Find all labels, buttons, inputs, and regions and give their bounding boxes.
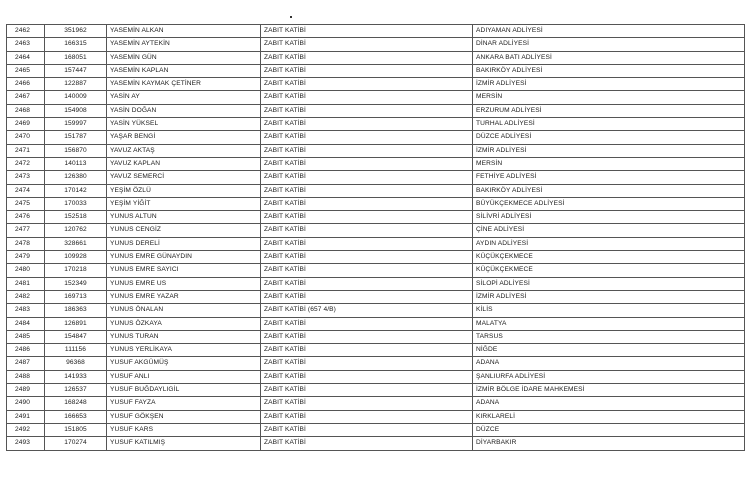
job-title-cell: ZABIT KATİBİ [261, 197, 473, 210]
registry-id-cell: 152349 [45, 277, 107, 290]
row-number-cell: 2493 [7, 437, 45, 450]
assignment-place-cell: DİYARBAKIR [473, 437, 745, 450]
job-title-cell: ZABIT KATİBİ [261, 25, 473, 38]
job-title-cell: ZABIT KATİBİ [261, 131, 473, 144]
row-number-cell: 2492 [7, 423, 45, 436]
registry-id-cell: 169713 [45, 290, 107, 303]
registry-id-cell: 96368 [45, 357, 107, 370]
job-title-cell: ZABIT KATİBİ [261, 118, 473, 131]
row-number-cell: 2477 [7, 224, 45, 237]
row-number-cell: 2488 [7, 370, 45, 383]
registry-id-cell: 328661 [45, 237, 107, 250]
job-title-cell: ZABIT KATİBİ [261, 290, 473, 303]
job-title-cell: ZABIT KATİBİ [261, 423, 473, 436]
registry-id-cell: 122887 [45, 78, 107, 91]
person-name-cell: YASEMİN ALKAN [107, 25, 261, 38]
job-title-cell: ZABIT KATİBİ [261, 38, 473, 51]
assignment-place-cell: BAKIRKÖY ADLİYESİ [473, 184, 745, 197]
person-name-cell: YEŞİM ÖZLÜ [107, 184, 261, 197]
assignment-place-cell: BAKIRKÖY ADLİYESİ [473, 64, 745, 77]
assignment-place-cell: KÜÇÜKÇEKMECE [473, 264, 745, 277]
person-name-cell: YAVUZ AKTAŞ [107, 144, 261, 157]
job-title-cell: ZABIT KATİBİ [261, 184, 473, 197]
table-row [7, 304, 745, 317]
table-row [7, 330, 745, 343]
job-title-cell: ZABIT KATİBİ [261, 224, 473, 237]
row-number-cell: 2480 [7, 264, 45, 277]
table-row [7, 384, 745, 397]
row-number-cell: 2467 [7, 91, 45, 104]
assignment-place-cell: İZMİR ADLİYESİ [473, 78, 745, 91]
person-name-cell: YASİN DOĞAN [107, 104, 261, 117]
table-row [7, 224, 745, 237]
registry-id-cell: 109928 [45, 251, 107, 264]
row-number-cell: 2487 [7, 357, 45, 370]
job-title-cell: ZABIT KATİBİ [261, 264, 473, 277]
row-number-cell: 2490 [7, 397, 45, 410]
job-title-cell: ZABIT KATİBİ [261, 237, 473, 250]
person-name-cell: YUNUS CENGİZ [107, 224, 261, 237]
assignment-place-cell: DÜZCE [473, 423, 745, 436]
registry-id-cell: 166653 [45, 410, 107, 423]
job-title-cell: ZABIT KATİBİ [261, 330, 473, 343]
table-row [7, 277, 745, 290]
registry-id-cell: 168051 [45, 51, 107, 64]
row-number-cell: 2464 [7, 51, 45, 64]
assignment-place-cell: SİLİVRİ ADLİYESİ [473, 211, 745, 224]
table-row [7, 357, 745, 370]
registry-id-cell: 157447 [45, 64, 107, 77]
table-row [7, 437, 745, 450]
person-name-cell: YAVUZ KAPLAN [107, 157, 261, 170]
registry-id-cell: 186363 [45, 304, 107, 317]
row-number-cell: 2484 [7, 317, 45, 330]
job-title-cell: ZABIT KATİBİ [261, 410, 473, 423]
registry-id-cell: 159997 [45, 118, 107, 131]
row-number-cell: 2465 [7, 64, 45, 77]
row-number-cell: 2482 [7, 290, 45, 303]
job-title-cell: ZABIT KATİBİ [261, 277, 473, 290]
row-number-cell: 2470 [7, 131, 45, 144]
row-number-cell: 2483 [7, 304, 45, 317]
registry-id-cell: 170142 [45, 184, 107, 197]
table-row [7, 78, 745, 91]
job-title-cell: ZABIT KATİBİ [261, 157, 473, 170]
table-row [7, 131, 745, 144]
person-name-cell: YUSUF KATILMIŞ [107, 437, 261, 450]
job-title-cell: ZABIT KATİBİ [261, 344, 473, 357]
table-row [7, 51, 745, 64]
table-row [7, 317, 745, 330]
person-name-cell: YASİN AY [107, 91, 261, 104]
assignment-place-cell: BÜYÜKÇEKMECE ADLİYESİ [473, 197, 745, 210]
person-name-cell: YUNUS ÖZKAYA [107, 317, 261, 330]
person-name-cell: YUSUF ANLI [107, 370, 261, 383]
registry-id-cell: 170033 [45, 197, 107, 210]
row-number-cell: 2469 [7, 118, 45, 131]
table-row [7, 423, 745, 436]
row-number-cell: 2475 [7, 197, 45, 210]
person-name-cell: YUSUF BUĞDAYLIGİL [107, 384, 261, 397]
row-number-cell: 2462 [7, 25, 45, 38]
table-row [7, 237, 745, 250]
registry-id-cell: 140113 [45, 157, 107, 170]
table-row [7, 144, 745, 157]
registry-id-cell: 120762 [45, 224, 107, 237]
person-name-cell: YUNUS TURAN [107, 330, 261, 343]
person-name-cell: YEŞİM YİĞİT [107, 197, 261, 210]
person-name-cell: YUNUS DERELİ [107, 237, 261, 250]
row-number-cell: 2468 [7, 104, 45, 117]
registry-id-cell: 351962 [45, 25, 107, 38]
person-name-cell: YUNUS EMRE SAYICI [107, 264, 261, 277]
job-title-cell: ZABIT KATİBİ (657 4/B) [261, 304, 473, 317]
person-name-cell: YUNUS EMRE GÜNAYDIN [107, 251, 261, 264]
job-title-cell: ZABIT KATİBİ [261, 437, 473, 450]
row-number-cell: 2479 [7, 251, 45, 264]
registry-id-cell: 126891 [45, 317, 107, 330]
table-row [7, 410, 745, 423]
person-name-cell: YUSUF GÖKŞEN [107, 410, 261, 423]
table-row [7, 118, 745, 131]
table-row [7, 251, 745, 264]
registry-id-cell: 126537 [45, 384, 107, 397]
assignment-place-cell: ADIYAMAN ADLİYESİ [473, 25, 745, 38]
assignment-place-cell: NİĞDE [473, 344, 745, 357]
job-title-cell: ZABIT KATİBİ [261, 370, 473, 383]
registry-id-cell: 154908 [45, 104, 107, 117]
assignment-place-cell: İZMİR ADLİYESİ [473, 144, 745, 157]
row-number-cell: 2474 [7, 184, 45, 197]
table-row [7, 64, 745, 77]
row-number-cell: 2481 [7, 277, 45, 290]
registry-id-cell: 156870 [45, 144, 107, 157]
job-title-cell: ZABIT KATİBİ [261, 397, 473, 410]
assignment-place-cell: ŞANLIURFA ADLİYESİ [473, 370, 745, 383]
row-number-cell: 2466 [7, 78, 45, 91]
registry-id-cell: 170218 [45, 264, 107, 277]
table-row [7, 370, 745, 383]
row-number-cell: 2486 [7, 344, 45, 357]
job-title-cell: ZABIT KATİBİ [261, 104, 473, 117]
job-title-cell: ZABIT KATİBİ [261, 384, 473, 397]
registry-id-cell: 151787 [45, 131, 107, 144]
row-number-cell: 2476 [7, 211, 45, 224]
registry-id-cell: 168248 [45, 397, 107, 410]
person-name-cell: YASİN YÜKSEL [107, 118, 261, 131]
assignment-place-cell: ADANA [473, 357, 745, 370]
person-name-cell: YUNUS ALTUN [107, 211, 261, 224]
row-number-cell: 2463 [7, 38, 45, 51]
job-title-cell: ZABIT KATİBİ [261, 317, 473, 330]
person-name-cell: YASEMİN GÜN [107, 51, 261, 64]
row-number-cell: 2471 [7, 144, 45, 157]
person-name-cell: YASEMİN AYTEKİN [107, 38, 261, 51]
row-number-cell: 2472 [7, 157, 45, 170]
assignment-place-cell: AYDIN ADLİYESİ [473, 237, 745, 250]
assignment-place-cell: TURHAL ADLİYESİ [473, 118, 745, 131]
registry-id-cell: 111156 [45, 344, 107, 357]
registry-id-cell: 154847 [45, 330, 107, 343]
personnel-table [6, 24, 745, 451]
row-number-cell: 2473 [7, 171, 45, 184]
assignment-place-cell: SİLOPİ ADLİYESİ [473, 277, 745, 290]
person-name-cell: YUSUF KARS [107, 423, 261, 436]
table-row [7, 344, 745, 357]
job-title-cell: ZABIT KATİBİ [261, 251, 473, 264]
job-title-cell: ZABIT KATİBİ [261, 171, 473, 184]
person-name-cell: YUNUS ÖNALAN [107, 304, 261, 317]
table-row [7, 104, 745, 117]
table-row [7, 25, 745, 38]
person-name-cell: YAVUZ SEMERCİ [107, 171, 261, 184]
table-body [7, 25, 745, 451]
table-row [7, 38, 745, 51]
registry-id-cell: 126380 [45, 171, 107, 184]
registry-id-cell: 151805 [45, 423, 107, 436]
assignment-place-cell: KÜÇÜKÇEKMECE [473, 251, 745, 264]
registry-id-cell: 141933 [45, 370, 107, 383]
job-title-cell: ZABIT KATİBİ [261, 51, 473, 64]
assignment-place-cell: ERZURUM ADLİYESİ [473, 104, 745, 117]
table-row [7, 157, 745, 170]
assignment-place-cell: ADANA [473, 397, 745, 410]
row-number-cell: 2478 [7, 237, 45, 250]
registry-id-cell: 166315 [45, 38, 107, 51]
assignment-place-cell: MERSİN [473, 157, 745, 170]
assignment-place-cell: DÜZCE ADLİYESİ [473, 131, 745, 144]
table-row [7, 290, 745, 303]
person-name-cell: YASEMİN KAPLAN [107, 64, 261, 77]
table-row [7, 91, 745, 104]
job-title-cell: ZABIT KATİBİ [261, 211, 473, 224]
registry-id-cell: 140009 [45, 91, 107, 104]
assignment-place-cell: ÇİNE ADLİYESİ [473, 224, 745, 237]
job-title-cell: ZABIT KATİBİ [261, 357, 473, 370]
job-title-cell: ZABIT KATİBİ [261, 78, 473, 91]
table-row [7, 264, 745, 277]
assignment-place-cell: İZMİR BÖLGE İDARE MAHKEMESİ [473, 384, 745, 397]
table-row [7, 211, 745, 224]
assignment-place-cell: MALATYA [473, 317, 745, 330]
row-number-cell: 2489 [7, 384, 45, 397]
person-name-cell: YASEMİN KAYMAK ÇETİNER [107, 78, 261, 91]
assignment-place-cell: ANKARA BATI ADLİYESİ [473, 51, 745, 64]
job-title-cell: ZABIT KATİBİ [261, 144, 473, 157]
row-number-cell: 2491 [7, 410, 45, 423]
assignment-place-cell: FETHİYE ADLİYESİ [473, 171, 745, 184]
person-name-cell: YUNUS EMRE YAZAR [107, 290, 261, 303]
job-title-cell: ZABIT KATİBİ [261, 64, 473, 77]
scan-mark [290, 16, 292, 18]
assignment-place-cell: İZMİR ADLİYESİ [473, 290, 745, 303]
table-row [7, 184, 745, 197]
assignment-place-cell: KİLİS [473, 304, 745, 317]
table-row [7, 171, 745, 184]
table-row [7, 397, 745, 410]
table-row [7, 197, 745, 210]
person-name-cell: YUSUF AKGÜMÜŞ [107, 357, 261, 370]
person-name-cell: YUSUF FAYZA [107, 397, 261, 410]
assignment-place-cell: KIRKLARELİ [473, 410, 745, 423]
document-sheet [6, 24, 744, 451]
person-name-cell: YUNUS EMRE US [107, 277, 261, 290]
person-name-cell: YAŞAR BENGİ [107, 131, 261, 144]
registry-id-cell: 170274 [45, 437, 107, 450]
assignment-place-cell: MERSİN [473, 91, 745, 104]
assignment-place-cell: DİNAR ADLİYESİ [473, 38, 745, 51]
person-name-cell: YUNUS YERLİKAYA [107, 344, 261, 357]
job-title-cell: ZABIT KATİBİ [261, 91, 473, 104]
assignment-place-cell: TARSUS [473, 330, 745, 343]
registry-id-cell: 152518 [45, 211, 107, 224]
row-number-cell: 2485 [7, 330, 45, 343]
